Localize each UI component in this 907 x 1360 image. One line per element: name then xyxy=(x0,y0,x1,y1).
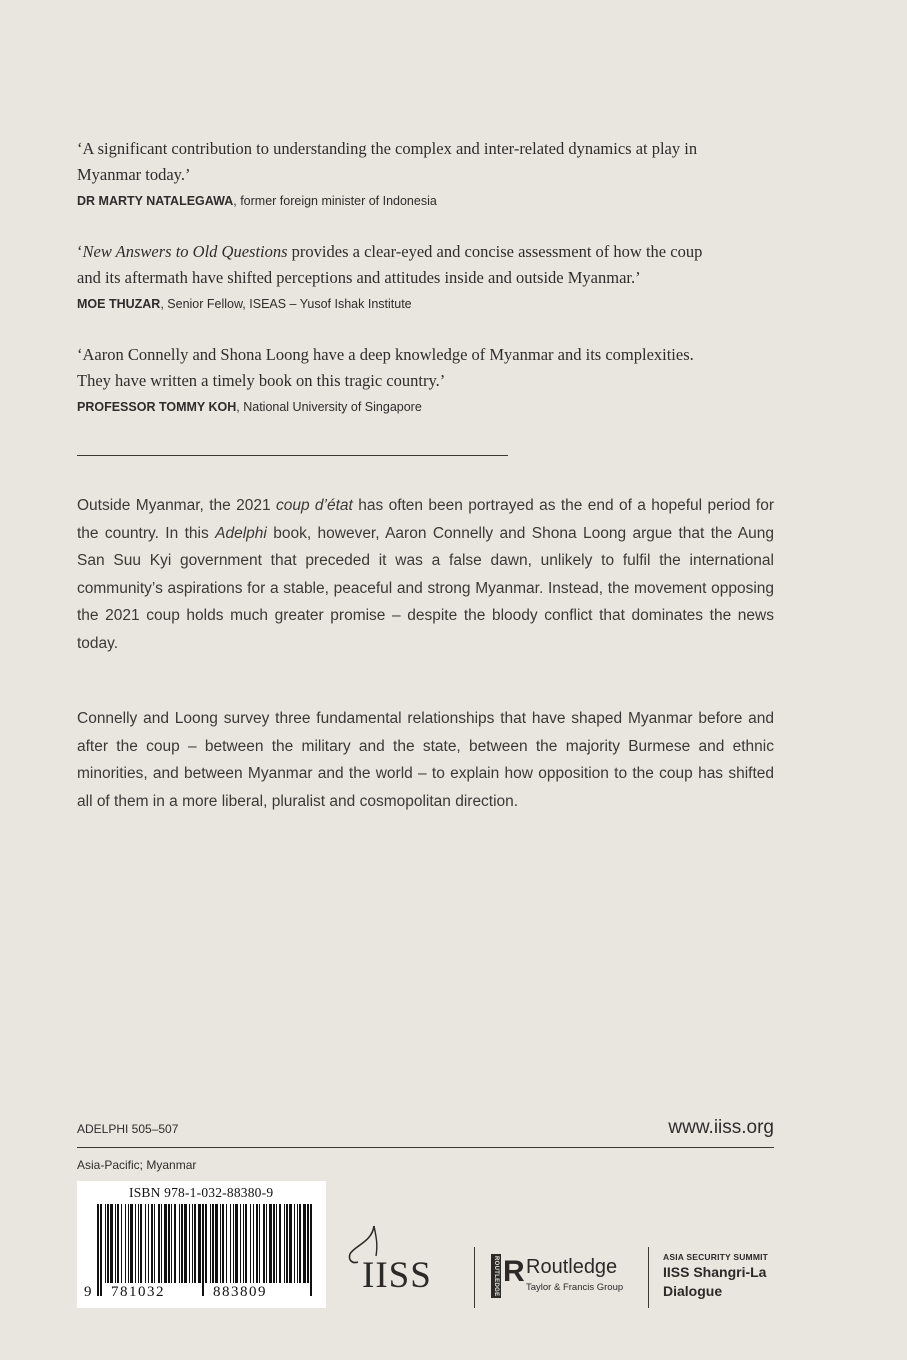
barcode-bar xyxy=(161,1204,162,1283)
barcode-bar xyxy=(256,1204,258,1283)
barcode-bar xyxy=(145,1204,146,1283)
iiss-wordmark: IISS xyxy=(362,1255,432,1296)
blurb-paragraph-2: Connelly and Loong survey three fundamental relationships that have shaped Myanmar before and after the coup – between the military and the state, between the majority Burmese and ethnic minorities, and between Myanmar and the world – to explain how opposition to the coup has shifted all of them in a more liberal, pluralist and cosmopolitan direction. xyxy=(77,710,774,810)
quote-author: PROFESSOR TOMMY KOH xyxy=(77,400,237,414)
quote-author: MOE THUZAR xyxy=(77,297,161,311)
barcode-bar xyxy=(184,1204,187,1283)
endorsement-3 xyxy=(77,342,777,416)
barcode-bar xyxy=(192,1204,193,1283)
barcode-digits-left: 781032 xyxy=(111,1284,165,1300)
shangri-la-top-label: ASIA SECURITY SUMMIT xyxy=(663,1252,769,1262)
barcode-bar xyxy=(202,1204,204,1296)
quote-line: ‘A significant contribution to understanding the complex and inter-related dynamics at play in xyxy=(77,139,698,158)
barcode-bar xyxy=(222,1204,224,1283)
iiss-logo xyxy=(346,1222,461,1302)
barcode-bar xyxy=(198,1204,201,1283)
barcode-bar xyxy=(289,1204,292,1283)
routledge-r-icon: R xyxy=(503,1255,525,1288)
barcode-bar xyxy=(179,1204,180,1283)
barcode-bar xyxy=(226,1204,227,1283)
barcode-bar xyxy=(294,1204,295,1283)
barcode-bar xyxy=(310,1204,312,1296)
barcode-bar xyxy=(140,1204,142,1283)
quote-attribution xyxy=(77,295,777,313)
subject-categories: Asia-Pacific; Myanmar xyxy=(77,1158,197,1172)
blurb-italic: coup d’état xyxy=(275,497,353,514)
barcode-bar xyxy=(110,1204,113,1283)
blurb-text: has often been portrayed as the end of a hopeful period for the country. In this xyxy=(77,497,775,542)
quote-line: ‘Aaron Connelly and Shona Loong have a deep knowledge of Myanmar and its complexities. xyxy=(77,345,694,364)
quote-author-role: , National University of Singapore xyxy=(236,400,422,414)
quote-text xyxy=(77,239,777,291)
barcode-bar xyxy=(299,1204,301,1283)
barcode-bar xyxy=(128,1204,129,1283)
barcode-bar xyxy=(212,1204,214,1283)
barcode-bar xyxy=(174,1204,176,1283)
barcode-bar xyxy=(117,1204,119,1283)
barcode-bar xyxy=(235,1204,238,1283)
barcode-bar xyxy=(158,1204,160,1283)
routledge-name: Routledge xyxy=(526,1256,618,1278)
barcode-bar xyxy=(164,1204,167,1283)
website-url[interactable]: www.iiss.org xyxy=(668,1117,774,1138)
barcode-bar xyxy=(307,1204,309,1283)
barcode-bar xyxy=(100,1204,102,1296)
divider xyxy=(77,455,508,456)
barcode-bar xyxy=(259,1204,260,1283)
endorsement-1 xyxy=(77,136,777,210)
series-number: ADELPHI 505–507 xyxy=(77,1122,179,1136)
quote-line: provides a clear-eyed and concise assessment of how the coup xyxy=(287,242,703,261)
barcode-bar xyxy=(135,1204,136,1283)
blurb-text: Outside Myanmar, the 2021 xyxy=(77,497,276,514)
barcode-bar xyxy=(276,1204,277,1283)
barcode-bar xyxy=(151,1204,153,1283)
barcode-bar xyxy=(250,1204,251,1283)
barcode-bar xyxy=(138,1204,139,1283)
barcode-bar xyxy=(107,1204,109,1283)
quote-attribution xyxy=(77,398,777,416)
quote-author: DR MARTY NATALEGAWA xyxy=(77,194,234,208)
barcode-bar xyxy=(148,1204,149,1283)
barcode-bar xyxy=(105,1204,106,1283)
isbn-text: ISBN 978-1-032-88380-9 xyxy=(129,1185,274,1200)
quote-author-role: , former foreign minister of Indonesia xyxy=(233,194,437,208)
quote-text xyxy=(77,136,777,188)
barcode-bar xyxy=(130,1204,133,1283)
isbn-barcode xyxy=(77,1181,326,1308)
barcode-bar xyxy=(189,1204,190,1283)
barcode-bar xyxy=(210,1204,211,1283)
barcode-bar xyxy=(245,1204,247,1283)
barcode-bar xyxy=(240,1204,241,1283)
barcode-digit-prefix: 9 xyxy=(84,1284,93,1300)
barcode-bar xyxy=(284,1204,285,1283)
barcode-bar xyxy=(168,1204,170,1283)
barcode-bar xyxy=(97,1204,99,1296)
barcode-digits-right: 883809 xyxy=(213,1284,267,1300)
quote-line: Myanmar today.’ xyxy=(77,165,191,184)
logo-separator xyxy=(474,1247,475,1308)
barcode-bar xyxy=(115,1204,116,1283)
barcode-bar xyxy=(263,1204,265,1283)
barcode-bar xyxy=(286,1204,288,1283)
logo-separator xyxy=(648,1247,649,1308)
barcode-bar xyxy=(171,1204,172,1283)
barcode-bar xyxy=(154,1204,155,1283)
shangri-la-dialogue-logo xyxy=(663,1252,783,1300)
routledge-subtitle: Taylor & Francis Group xyxy=(526,1282,624,1293)
barcode-bar xyxy=(297,1204,298,1283)
routledge-logo xyxy=(491,1252,636,1302)
footer-rule xyxy=(77,1147,774,1148)
routledge-vertical-label: ROUTLEDGE xyxy=(493,1255,499,1297)
barcode-bar xyxy=(205,1204,207,1283)
barcode-bar xyxy=(121,1204,122,1283)
barcode-bar xyxy=(279,1204,281,1283)
barcode-bar xyxy=(253,1204,254,1283)
barcode-bar xyxy=(266,1204,267,1283)
quote-text xyxy=(77,342,777,394)
book-title: New Answers to Old Questions xyxy=(82,242,288,261)
shangri-la-title-line1: IISS Shangri-La xyxy=(663,1264,767,1280)
barcode-bar xyxy=(194,1204,196,1283)
barcode-bar xyxy=(243,1204,244,1283)
barcode-bar xyxy=(125,1204,126,1283)
blurb-paragraph-1 xyxy=(77,492,774,658)
barcode-bar xyxy=(233,1204,234,1283)
barcode-bar xyxy=(303,1204,306,1283)
barcode-bar xyxy=(273,1204,275,1283)
barcode-bar xyxy=(181,1204,183,1283)
quote-author-role: , Senior Fellow, ISEAS – Yusof Ishak Institute xyxy=(160,297,412,311)
barcode-bar xyxy=(220,1204,221,1283)
barcode-bar xyxy=(215,1204,218,1283)
blurb-text: book, however, Aaron Connelly and Shona Loong argue that the Aung San Suu Kyi government that preceded it was a false dawn, unlikely to fulfil the international community’s aspirations for a stable, peaceful and strong Myanmar. Instead, the movement opposing the 2021 coup holds much greater promise – despite the bloody conflict that dominates the news today. xyxy=(77,524,774,652)
quote-open-mark: ‘ xyxy=(77,242,83,261)
barcode-bar xyxy=(269,1204,272,1283)
quote-line: and its aftermath have shifted perceptions and attitudes inside and outside Myanmar.’ xyxy=(77,268,641,287)
quote-attribution xyxy=(77,192,777,210)
shangri-la-title-line2: Dialogue xyxy=(663,1283,723,1299)
quote-line: They have written a timely book on this tragic country.’ xyxy=(77,371,446,390)
blurb-italic: Adelphi xyxy=(215,524,267,542)
endorsement-2 xyxy=(77,239,777,313)
barcode-bar xyxy=(230,1204,231,1283)
